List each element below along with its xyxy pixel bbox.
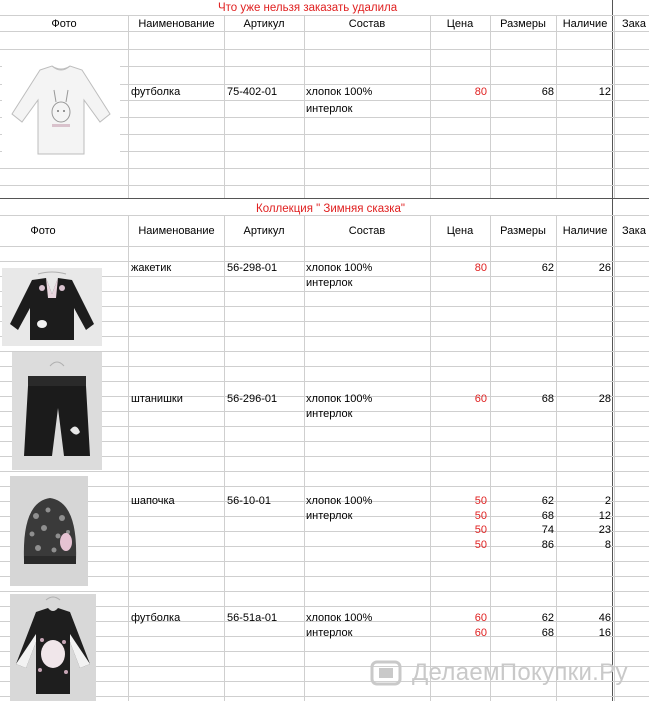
item-size: 62 xyxy=(541,495,554,507)
item-size: 68 xyxy=(541,393,554,405)
grid-col-line xyxy=(556,15,557,198)
grid-col-line xyxy=(128,215,129,701)
grid-row-line xyxy=(0,486,649,487)
grid-row-line xyxy=(0,49,649,50)
item-size: 86 xyxy=(541,539,554,551)
item-price: 80 xyxy=(474,262,487,274)
item-stock: 8 xyxy=(604,539,611,551)
item-price: 60 xyxy=(474,393,487,405)
grid-row-line xyxy=(0,576,649,577)
header-stock: Наличие xyxy=(562,18,608,30)
header-photo-2: Фото xyxy=(30,225,56,237)
header-price-2: Цена xyxy=(446,225,474,237)
item-composition2: интерлок xyxy=(306,408,353,420)
row-name: футболка xyxy=(131,86,181,98)
section-divider xyxy=(0,198,649,199)
grid-col-line xyxy=(490,15,491,198)
photo-sweatshirt xyxy=(10,594,96,701)
item-price: 60 xyxy=(474,612,487,624)
item-composition: хлопок 100% xyxy=(306,262,373,274)
item-price: 60 xyxy=(474,627,487,639)
grid-row-line xyxy=(0,651,649,652)
grid-row-line xyxy=(0,246,649,247)
photo-tshirt-white xyxy=(2,54,120,164)
photo-pants xyxy=(12,352,102,470)
item-article: 56-10-01 xyxy=(227,495,272,507)
header-sizes-2: Размеры xyxy=(500,225,546,237)
item-composition2: интерлок xyxy=(306,627,353,639)
grid-col-line xyxy=(304,15,305,198)
item-article: 56-298-01 xyxy=(227,262,278,274)
item-price: 50 xyxy=(474,495,487,507)
header-sizes: Размеры xyxy=(500,18,546,30)
grid-col-line xyxy=(614,215,615,701)
row-article: 75-402-01 xyxy=(227,86,278,98)
item-composition2: интерлок xyxy=(306,277,353,289)
item-size: 62 xyxy=(541,262,554,274)
section2-title: Коллекция " Зимняя сказка" xyxy=(256,203,406,215)
header-order-2: Зака xyxy=(622,225,646,237)
grid-col-line xyxy=(614,15,615,198)
item-name: футболка xyxy=(131,612,181,624)
row-composition: хлопок 100% xyxy=(306,86,373,98)
grid-row-line xyxy=(0,168,649,169)
grid-row-line xyxy=(0,31,649,32)
item-composition: хлопок 100% xyxy=(306,612,373,624)
header-stock-2: Наличие xyxy=(562,225,608,237)
header-composition: Состав xyxy=(348,18,386,30)
item-stock: 12 xyxy=(598,510,611,522)
photo-jacket xyxy=(2,268,102,346)
header-price: Цена xyxy=(446,18,474,30)
grid-row-line xyxy=(0,185,649,186)
grid-row-line xyxy=(0,696,649,697)
header-article: Артикул xyxy=(243,18,285,30)
item-name: шапочка xyxy=(131,495,175,507)
grid-col-line xyxy=(224,15,225,198)
grid-row-line xyxy=(0,561,649,562)
grid-col-line xyxy=(430,15,431,198)
item-article: 56-51а-01 xyxy=(227,612,278,624)
row-price: 80 xyxy=(474,86,487,98)
item-stock: 28 xyxy=(598,393,611,405)
grid-col-line xyxy=(304,215,305,701)
grid-col-line xyxy=(128,15,129,198)
cart-icon xyxy=(370,658,404,688)
header-composition-2: Состав xyxy=(348,225,386,237)
item-size: 68 xyxy=(541,510,554,522)
item-name: жакетик xyxy=(131,262,172,274)
grid-row-line xyxy=(0,591,649,592)
row-stock: 12 xyxy=(598,86,611,98)
header-name: Наименование xyxy=(138,18,215,30)
item-composition: хлопок 100% xyxy=(306,495,373,507)
watermark-text: ДелаемПокупки.Ру xyxy=(412,659,628,686)
row-composition2: интерлок xyxy=(306,103,353,115)
watermark xyxy=(370,657,640,689)
header-photo: Фото xyxy=(51,18,77,30)
item-size: 74 xyxy=(541,524,554,536)
item-composition2: интерлок xyxy=(306,510,353,522)
item-size: 62 xyxy=(541,612,554,624)
item-stock: 16 xyxy=(598,627,611,639)
item-stock: 46 xyxy=(598,612,611,624)
section1-title: Что уже нельзя заказать удалила xyxy=(218,2,398,14)
item-price: 50 xyxy=(474,539,487,551)
item-size: 68 xyxy=(541,627,554,639)
grid-row-line xyxy=(0,15,649,16)
grid-row-line xyxy=(0,471,649,472)
row-size: 68 xyxy=(541,86,554,98)
item-price: 50 xyxy=(474,510,487,522)
item-name: штанишки xyxy=(131,393,183,405)
item-composition: хлопок 100% xyxy=(306,393,373,405)
photo-hat xyxy=(10,476,88,586)
header-name-2: Наименование xyxy=(138,225,215,237)
header-order: Зака xyxy=(622,18,646,30)
grid-row-line xyxy=(0,606,649,607)
item-article: 56-296-01 xyxy=(227,393,278,405)
item-stock: 26 xyxy=(598,262,611,274)
header-article-2: Артикул xyxy=(243,225,285,237)
item-stock: 2 xyxy=(604,495,611,507)
item-price: 50 xyxy=(474,524,487,536)
grid-col-line xyxy=(224,215,225,701)
item-stock: 23 xyxy=(598,524,611,536)
